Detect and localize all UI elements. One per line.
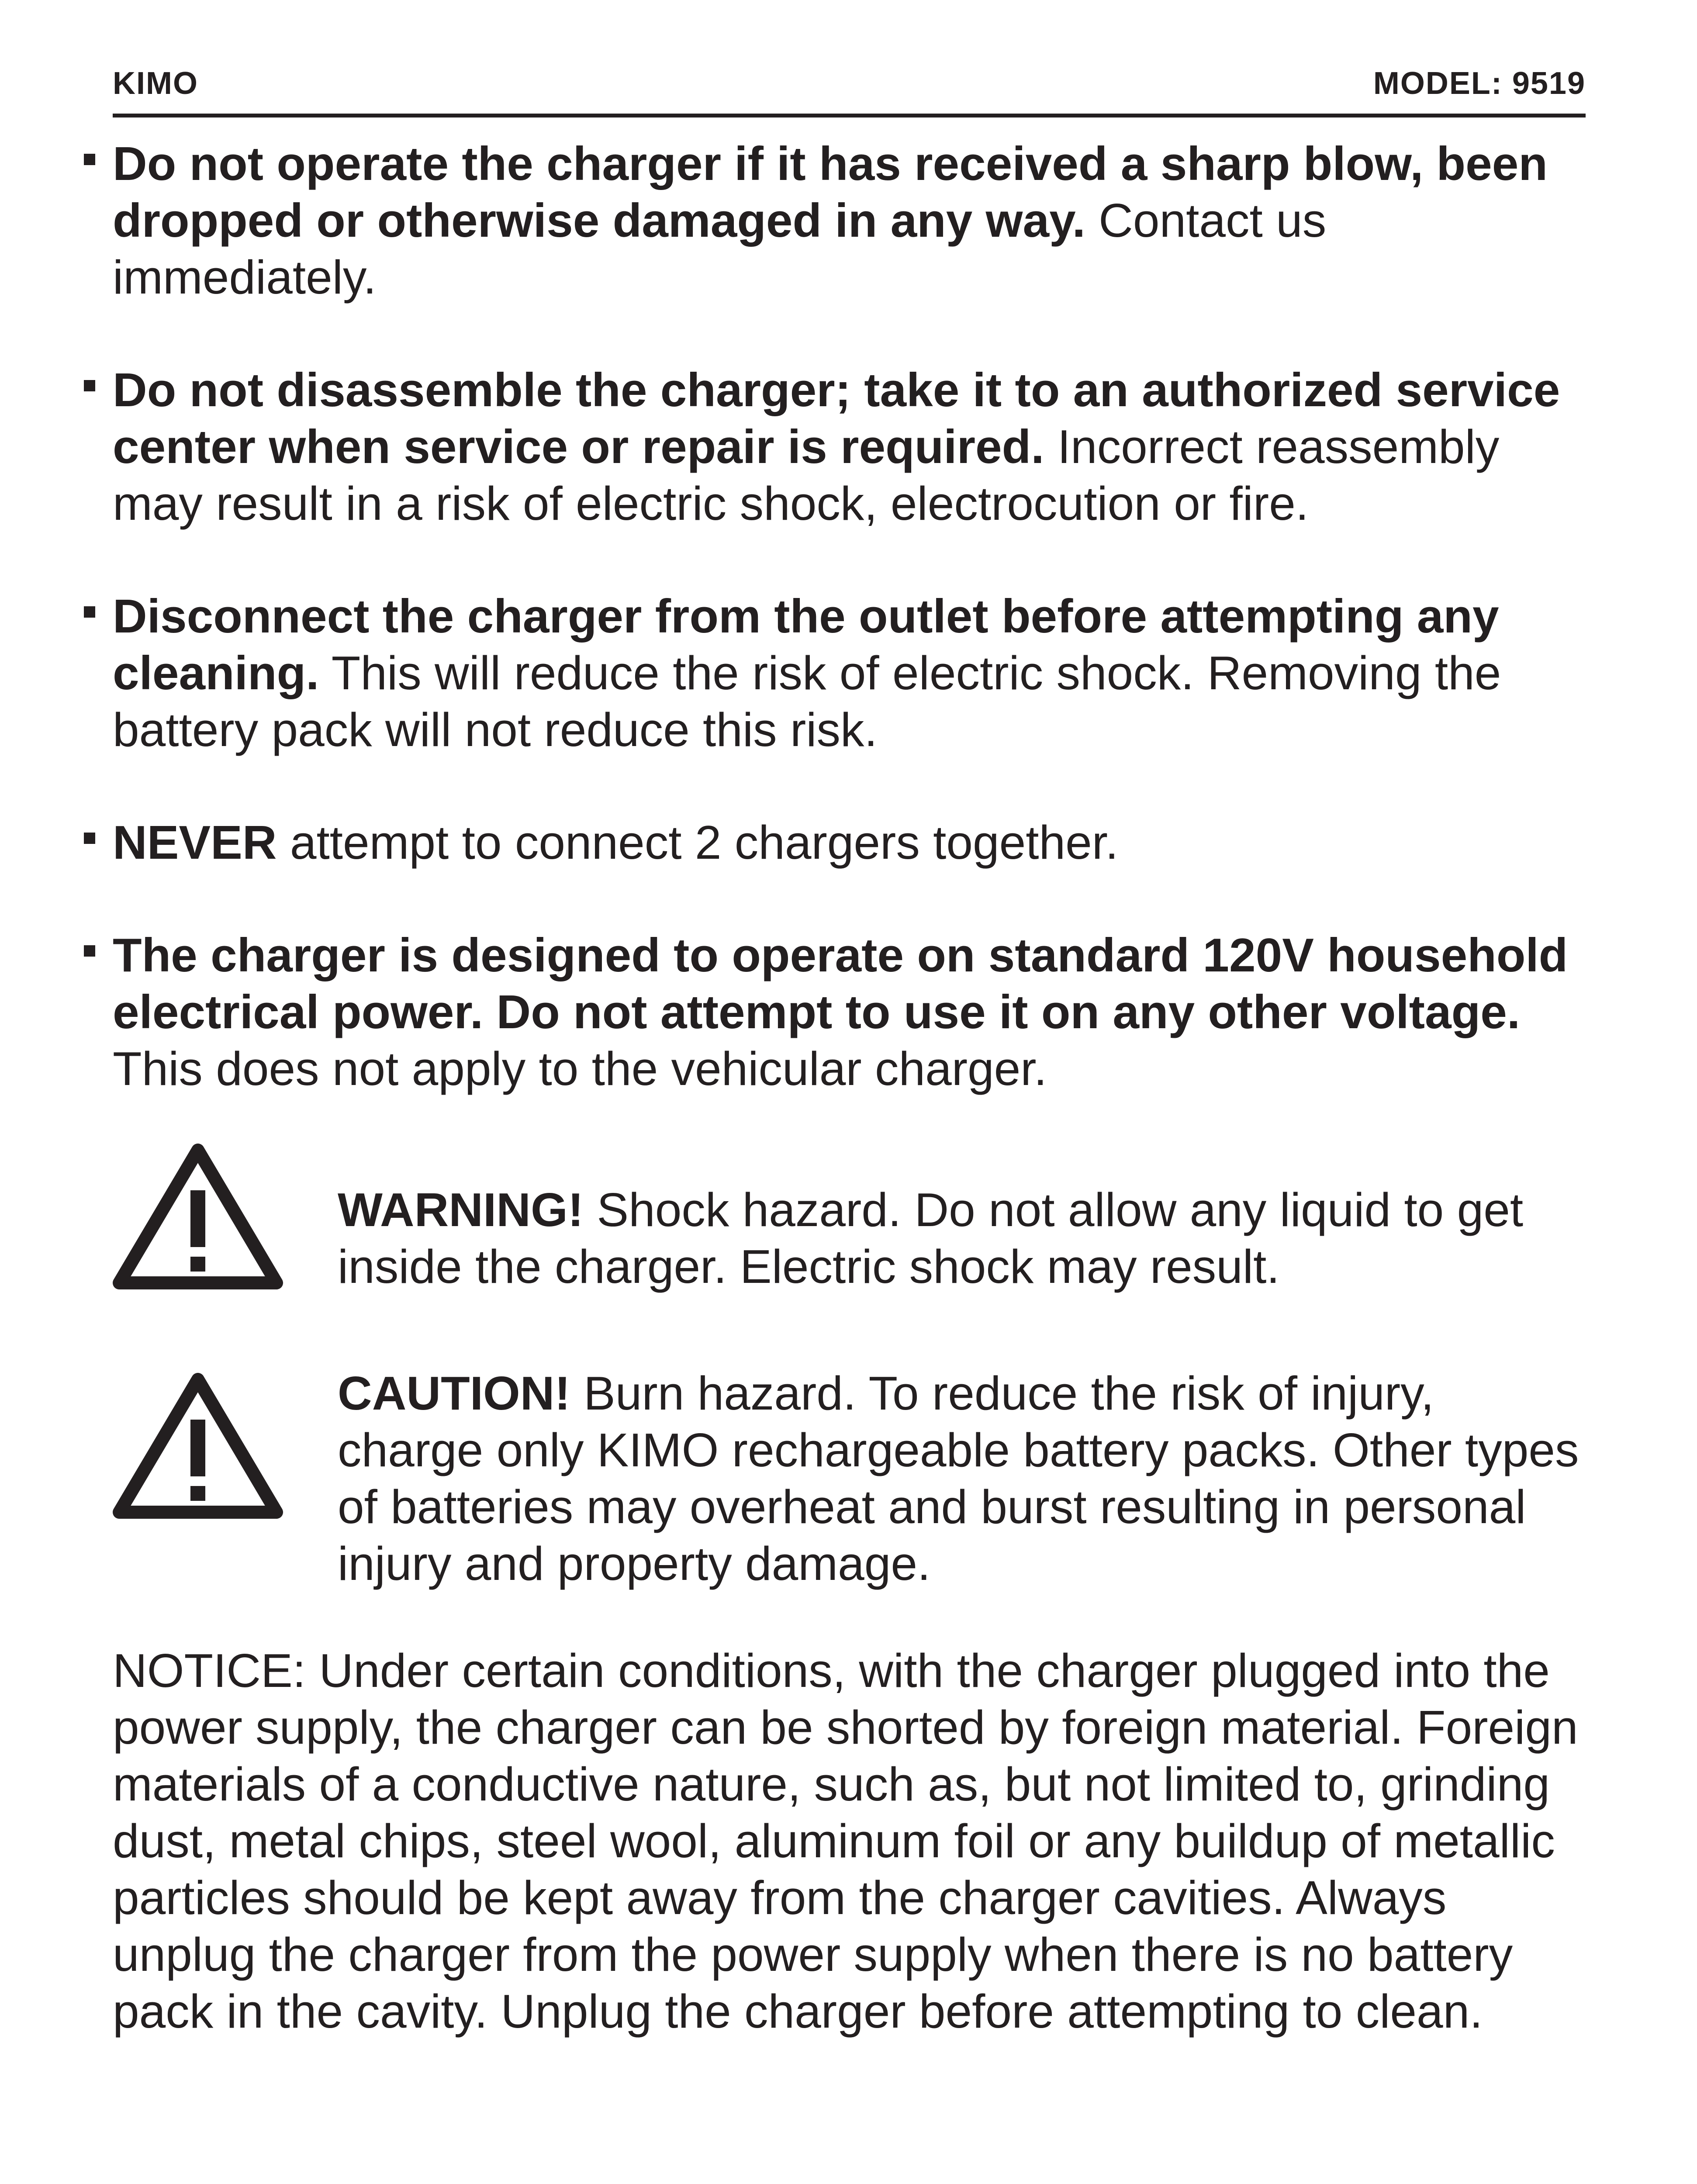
list-item: [79, 135, 1590, 306]
warning-triangle-icon: [113, 1142, 283, 1291]
safety-bullet-list: [79, 135, 1590, 1153]
square-bullet-icon: [84, 380, 95, 391]
bullet-text: This will reduce the risk of electric shock. Removing the battery pack will not reduce this risk.: [113, 646, 1501, 757]
caution-triangle-icon: [113, 1372, 283, 1520]
caution-text-block: [338, 1365, 1591, 1592]
bullet-bold-text: The charger is designed to operate on standard 120V household electrical power. Do not attempt to use it on any other voltage.: [113, 929, 1568, 1039]
bullet-text: Contact us immediately.: [113, 194, 1327, 304]
square-bullet-icon: [84, 154, 95, 165]
square-bullet-icon: [84, 833, 95, 844]
square-bullet-icon: [84, 606, 95, 618]
brand-name: KIMO: [113, 66, 198, 101]
caution-text: Burn hazard. To reduce the risk of injury, charge only KIMO rechargeable battery packs. Other types of batteries may overheat and burst resulting in personal injury and property damage.: [338, 1367, 1579, 1590]
warning-label: WARNING!: [338, 1183, 584, 1237]
bullet-bold-text: NEVER: [113, 816, 277, 869]
list-item: [79, 588, 1590, 758]
list-item: [79, 814, 1590, 871]
warning-text-block: [338, 1182, 1591, 1295]
square-bullet-icon: [84, 945, 95, 957]
model-number: MODEL: 9519: [1373, 66, 1586, 101]
bullet-bold-text: Do not operate the charger if it has received a sharp blow, been dropped or otherwise damaged in any way.: [113, 137, 1548, 247]
bullet-text: This does not apply to the vehicular charger.: [113, 1042, 1047, 1095]
caution-label: CAUTION!: [338, 1367, 570, 1420]
bullet-bold-text: Do not disassemble the charger; take it to an authorized service center when service or repair is required.: [113, 363, 1560, 473]
page-header: [113, 66, 1586, 117]
bullet-bold-text: Disconnect the charger from the outlet before attempting any cleaning.: [113, 590, 1499, 700]
warning-text: Shock hazard. Do not allow any liquid to get inside the charger. Electric shock may result.: [338, 1183, 1524, 1293]
bullet-text: Incorrect reassembly may result in a risk of electric shock, electrocution or fire.: [113, 420, 1500, 530]
bullet-text: attempt to connect 2 chargers together.: [276, 816, 1119, 869]
notice-paragraph: NOTICE: Under certain conditions, with the charger plugged into the power supply, the charger can be shorted by foreign material. Foreign materials of a conductive nature, such as, but not limited to, grinding dust, metal chips, steel wool, aluminum foil or any buildup of metallic particles should be kept away from the charger cavities. Always unplug the charger from the power supply when there is no battery pack in the cavity. Unplug the charger before attempting to clean.: [113, 1644, 1578, 2038]
list-item: [79, 927, 1590, 1097]
list-item: [79, 362, 1590, 532]
